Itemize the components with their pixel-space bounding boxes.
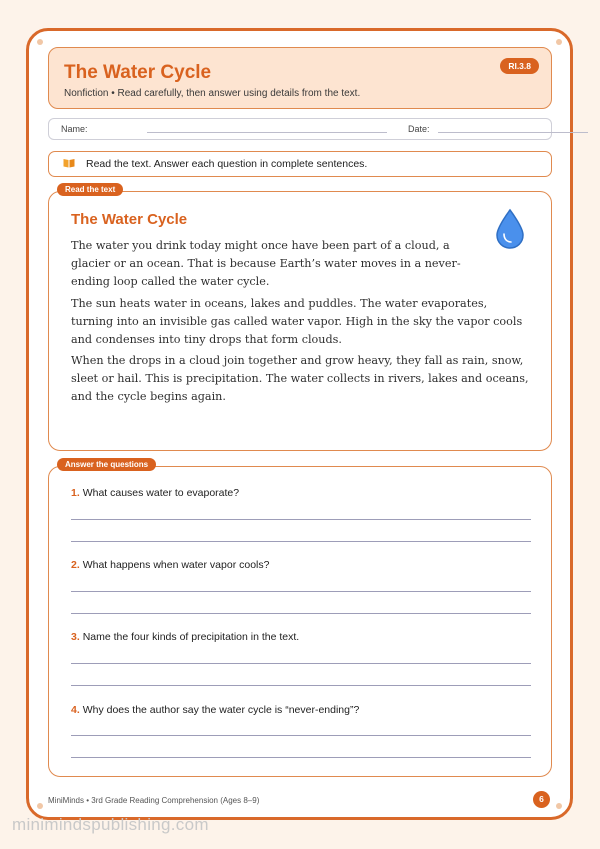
question-1 (71, 487, 239, 499)
worksheet-header (48, 47, 552, 109)
answer-line[interactable] (71, 685, 531, 686)
questions-panel (48, 460, 552, 777)
water-drop-icon (493, 208, 527, 250)
answer-line[interactable] (71, 663, 531, 664)
page-title: The Water Cycle (64, 62, 212, 83)
question-number: 2. (71, 559, 80, 571)
question-number: 1. (71, 487, 80, 499)
instructions-box (48, 151, 552, 177)
page-subtitle: Nonfiction • Read carefully, then answer using details from the text. (64, 88, 361, 99)
decor-dot (37, 803, 43, 809)
question-number: 3. (71, 631, 80, 643)
decor-dot (556, 803, 562, 809)
date-label: Date: (408, 124, 430, 134)
reading-tag: Read the text (57, 183, 123, 196)
name-label: Name: (61, 124, 88, 134)
date-field[interactable] (438, 132, 588, 133)
answer-line[interactable] (71, 591, 531, 592)
article-title: The Water Cycle (71, 211, 188, 228)
decor-dot (556, 39, 562, 45)
question-2 (71, 559, 269, 571)
question-number: 4. (71, 704, 80, 716)
question-text: What happens when water vapor cools? (82, 559, 270, 571)
article-paragraph: When the drops in a cloud join together and grow heavy, they fall as rain, snow, sleet or hail. This is precipitation. The water collects in rivers, lakes and oceans, and the cycle begins again. (71, 354, 529, 403)
reading-panel (48, 185, 552, 451)
article-paragraph: The sun heats water in oceans, lakes and puddles. The water evaporates, turning into an invisible gas called water vapor. High in the sky the vapor cools and condenses into tiny drops that form clouds. (71, 297, 523, 346)
question-text: Name the four kinds of precipitation in the text. (82, 631, 300, 643)
book-icon (63, 158, 75, 168)
question-text: What causes water to evaporate? (82, 487, 240, 499)
questions-tag: Answer the questions (57, 458, 156, 471)
footer-text: MiniMinds • 3rd Grade Reading Comprehension (Ages 8–9) (48, 796, 260, 805)
answer-line[interactable] (71, 541, 531, 542)
answer-line[interactable] (71, 757, 531, 758)
student-info-bar (48, 118, 552, 140)
watermark: minimindspublishing.com (12, 815, 209, 834)
question-4 (71, 704, 359, 716)
question-text: Why does the author say the water cycle is “never-ending”? (82, 704, 360, 716)
decor-dot (37, 39, 43, 45)
instructions-text: Read the text. Answer each question in complete sentences. (86, 158, 368, 170)
question-3 (71, 631, 299, 643)
answer-line[interactable] (71, 519, 531, 520)
page-number-badge: 6 (533, 791, 550, 808)
answer-line[interactable] (71, 735, 531, 736)
article-paragraph: The water you drink today might once have been part of a cloud, a glacier or an ocean. That is because Earth’s water moves in a never-ending loop called the water cycle. (71, 239, 461, 288)
answer-line[interactable] (71, 613, 531, 614)
standard-badge: RI.3.8 (500, 58, 539, 74)
name-field[interactable] (147, 132, 387, 133)
